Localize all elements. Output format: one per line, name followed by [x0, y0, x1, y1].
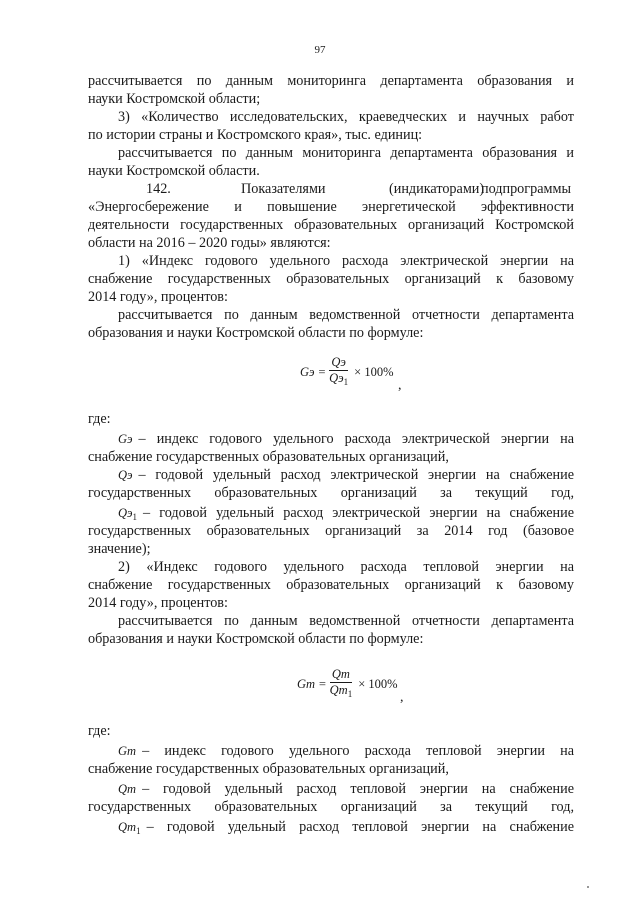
text-line: по истории страны и Костромского края», тыс. единиц:: [88, 127, 423, 143]
scan-speck: [587, 886, 589, 888]
formula-denominator-base: Qm: [329, 683, 348, 697]
formula-denominator: [329, 371, 348, 389]
text-word: Показателями: [241, 181, 326, 197]
text-line: рассчитывается по данным ведомственной отчетности департамента: [118, 307, 574, 323]
text-line: «Энергосбережение и повышение энергетической эффективности: [88, 199, 574, 215]
text-line: области на 2016 – 2020 годы» являются:: [88, 235, 331, 251]
symbol-subscript: 1: [132, 512, 138, 522]
symbol-Q-e: Qэ: [118, 468, 133, 482]
formula-denominator: [330, 683, 353, 701]
text-line: образования и науки Костромской области по формуле:: [88, 325, 424, 341]
text-line: рассчитывается по данным мониторинга департамента образования и: [118, 145, 574, 161]
formula-multiplier: × 100%: [358, 677, 398, 691]
symbol-base: Qэ: [118, 506, 133, 520]
where-label: где:: [88, 723, 111, 739]
definition-text: – индекс годового удельного расхода электрической энергии на: [138, 431, 574, 447]
text-line: деятельности государственных образовательных организаций Костромской: [88, 217, 574, 233]
text-word: (индикаторами): [389, 181, 485, 197]
formula-lhs: Gm =: [297, 677, 327, 691]
definition-text: – годовой удельный расход тепловой энергии на снабжение: [142, 781, 574, 797]
symbol-G-m: Gm: [118, 744, 137, 758]
text-line: 3) «Количество исследовательских, краеведческих и научных работ: [118, 109, 574, 125]
definition-text: – годовой удельный расход электрической энергии на снабжение: [138, 467, 574, 483]
definition-line: [118, 818, 574, 840]
symbol-Q-m: Qm: [118, 782, 137, 796]
page-number: 97: [314, 44, 326, 56]
text-line: науки Костромской области.: [88, 163, 260, 179]
formula-fraction: [329, 356, 348, 389]
text-line: 2) «Индекс годового удельного расхода тепловой энергии на: [118, 559, 574, 575]
symbol-subscript: 1: [136, 826, 141, 836]
formula-subscript: 1: [347, 689, 353, 699]
formula-lhs: Gэ =: [300, 365, 327, 379]
text-line: снабжение государственных образовательных организаций,: [88, 761, 449, 777]
definition-line: [118, 742, 574, 760]
text-line: рассчитывается по данным мониторинга департамента образования и: [88, 73, 574, 89]
formula-comma: ,: [400, 690, 404, 705]
text-line: государственных образовательных организаций за 2014 год (базовое: [88, 523, 574, 539]
formula-subscript: 1: [343, 377, 349, 387]
formula-numerator: Qэ: [331, 355, 346, 369]
paragraph-number: 142.: [146, 181, 171, 197]
formula-denominator-base: Qэ: [329, 371, 344, 385]
symbol-base: Qm: [118, 820, 137, 834]
definition-line: [118, 780, 574, 798]
formula-electric-index: [300, 356, 394, 389]
definition-line: [118, 466, 574, 484]
definition-text: – индекс годового удельного расхода тепловой энергии на: [142, 743, 574, 759]
definition-text: – годовой удельный расход электрической энергии на снабжение: [143, 505, 574, 521]
symbol-Q-m1: [118, 818, 141, 840]
formula-multiplier: × 100%: [354, 365, 394, 379]
text-word: подпрограммы: [481, 181, 571, 197]
where-label: где:: [88, 411, 111, 427]
text-line: государственных образовательных организаций за текущий год,: [88, 485, 574, 501]
definition-line: [118, 430, 574, 448]
formula-numerator: Qm: [331, 667, 350, 681]
formula-comma: ,: [398, 378, 402, 393]
text-line: рассчитывается по данным ведомственной отчетности департамента: [118, 613, 574, 629]
text-line: государственных образовательных организаций за текущий год,: [88, 799, 574, 815]
text-line: снабжение государственных образовательных организаций,: [88, 449, 449, 465]
text-line: 1) «Индекс годового удельного расхода электрической энергии на: [118, 253, 574, 269]
text-line: 2014 году», процентов:: [88, 595, 228, 611]
text-line: значение);: [88, 541, 151, 557]
text-line: образования и науки Костромской области по формуле:: [88, 631, 424, 647]
text-line: 2014 году», процентов:: [88, 289, 228, 305]
text-line: науки Костромской области;: [88, 91, 261, 107]
text-line: снабжение государственных образовательных организаций к базовому: [88, 271, 574, 287]
definition-text: – годовой удельный расход тепловой энергии на снабжение: [146, 819, 574, 835]
text-line: снабжение государственных образовательных организаций к базовому: [88, 577, 574, 593]
symbol-G-e: Gэ: [118, 432, 133, 446]
formula-heat-index: [297, 668, 398, 701]
formula-fraction: [330, 668, 353, 701]
